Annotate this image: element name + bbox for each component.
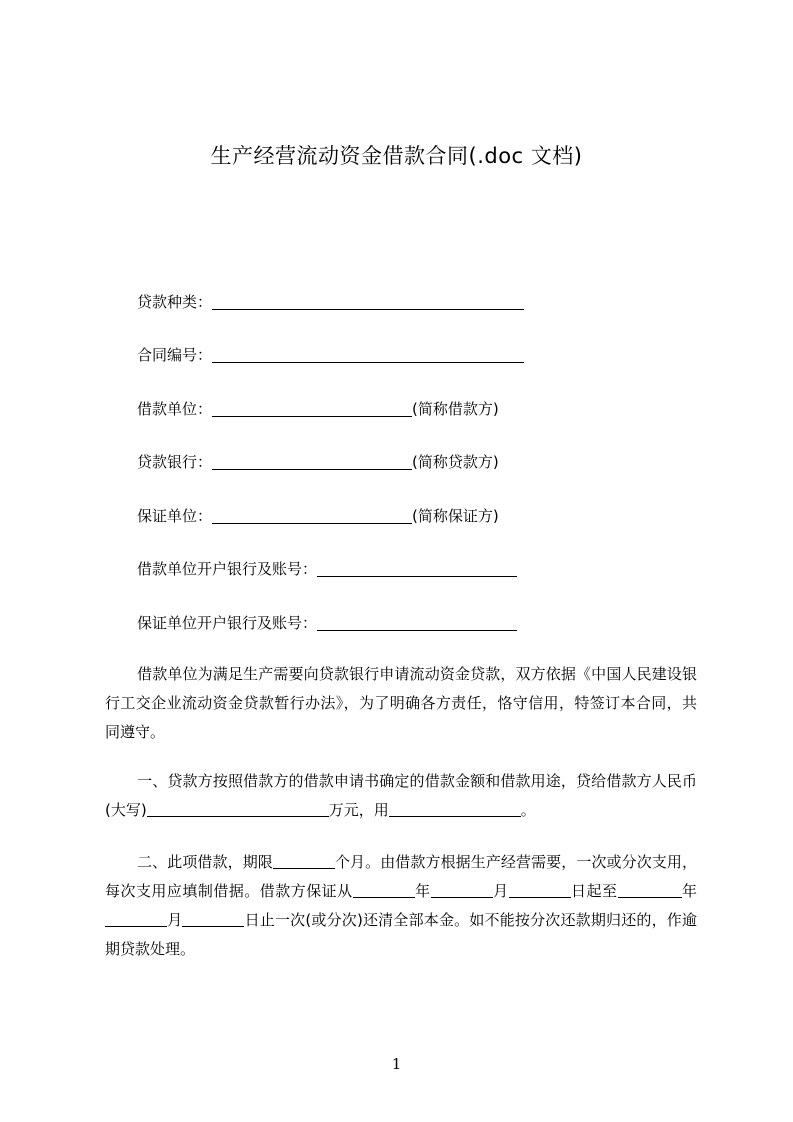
fill-blank	[212, 507, 412, 524]
document-title: 生产经营流动资金借款合同(.doc 文档)	[210, 144, 583, 168]
fill-blank	[353, 881, 415, 898]
fill-blank	[509, 881, 571, 898]
fill-blank	[389, 800, 521, 817]
fill-blank	[618, 881, 682, 898]
field-short-name: (简称保证方)	[412, 507, 499, 525]
field-borrower	[137, 399, 499, 419]
field-lender	[137, 452, 499, 472]
fill-blank	[317, 614, 517, 631]
field-borrower-account	[137, 559, 517, 579]
clause-text: 月	[167, 911, 183, 929]
fill-blank	[212, 400, 412, 417]
clause-text: 年	[681, 882, 697, 900]
fill-blank	[182, 910, 244, 927]
field-guarantor	[137, 506, 499, 526]
field-label: 贷款种类：	[137, 293, 213, 311]
field-label: 保证单位：	[137, 507, 213, 525]
field-label: 借款单位开户银行及账号：	[137, 560, 318, 578]
clause-text: 日止一次(或分次)还清全部本金。如不能按分次还款期归还的，作逾期贷款处理。	[105, 911, 697, 958]
fill-blank	[273, 852, 335, 869]
field-guarantor-account	[137, 613, 517, 633]
fill-blank	[317, 560, 517, 577]
clause-1	[105, 767, 697, 825]
field-label: 借款单位：	[137, 400, 213, 418]
clause-text: 。	[520, 801, 536, 819]
preamble-text: 借款单位为满足生产需要向贷款银行申请流动资金贷款，双方依据《中国人民建设银行工交企业流动资金贷款暂行办法》，为了明确各方责任，恪守信用，特签订本合同，共同遵守。	[105, 665, 697, 741]
clause-text: 万元，用	[328, 801, 389, 819]
fill-blank	[147, 800, 329, 817]
page-number: 1	[391, 1055, 402, 1073]
clause-text: 个月。由借款方根据生产经营需要，一次或分次支用，每次支用应填制借据。借款方保证从	[105, 853, 697, 900]
field-label: 合同编号：	[137, 346, 213, 364]
clause-text: 年	[414, 882, 431, 900]
field-loan-type	[137, 292, 524, 312]
field-label: 保证单位开户银行及账号：	[137, 614, 318, 632]
fill-blank	[431, 881, 493, 898]
field-contract-no	[137, 345, 524, 365]
fill-blank	[212, 453, 412, 470]
clause-text: 二、此项借款，期限	[137, 853, 273, 871]
clause-2	[105, 848, 697, 964]
clause-text: 月	[492, 882, 509, 900]
fill-blank	[105, 910, 167, 927]
clause-text: 日起至	[570, 882, 618, 900]
fill-blank	[212, 293, 524, 310]
field-label: 贷款银行：	[137, 453, 213, 471]
field-short-name: (简称借款方)	[412, 400, 499, 418]
clause-text: 一、贷款方按照借款方的借款申请书确定的借款金额和借款用途，贷给借款方人民币(大写)	[105, 772, 697, 819]
field-short-name: (简称贷款方)	[412, 453, 499, 471]
fill-blank	[212, 346, 524, 363]
preamble-paragraph	[105, 660, 697, 747]
